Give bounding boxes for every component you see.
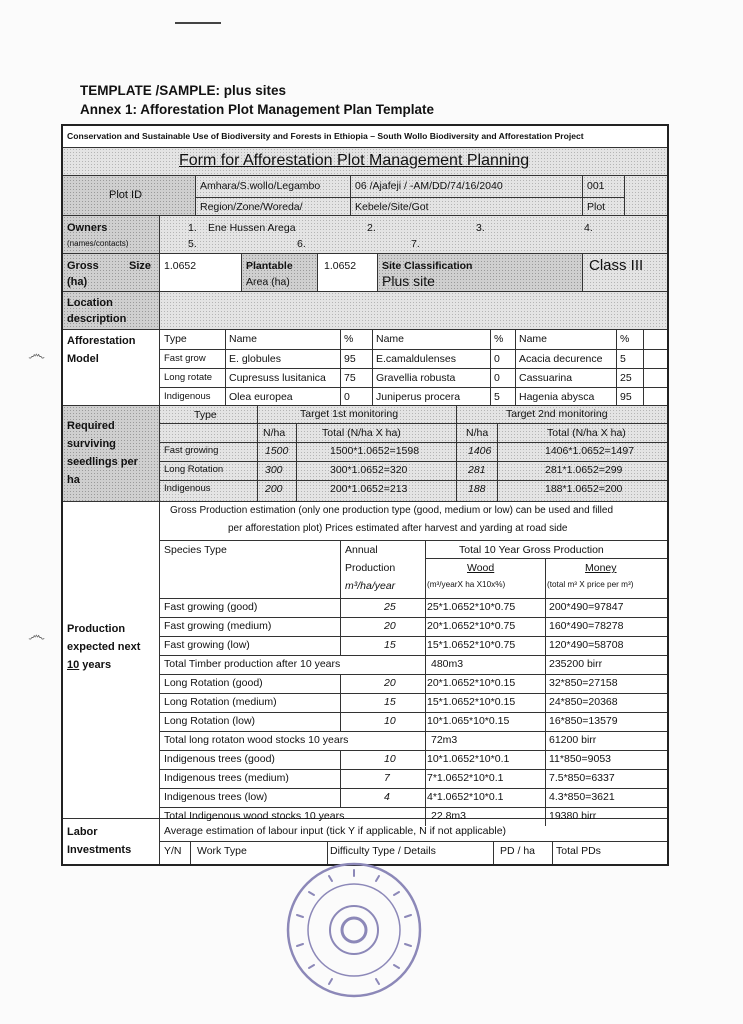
labor-yn-header: Y/N [164, 845, 182, 857]
plot-id-label: Plot ID [109, 189, 143, 201]
owners-label-cell [63, 216, 160, 253]
money-header: Money [585, 562, 617, 574]
total-10-year-header: Total 10 Year Gross Production [459, 544, 604, 556]
species-percent: 25 [620, 372, 632, 384]
total-production: Total Timber production after 10 years [164, 658, 341, 670]
model-label: Model [67, 353, 99, 365]
project-title: Conservation and Sustainable Use of Biodiversity and Forests in Ethiopia – South Wollo Biodiversity and Afforestation Project [67, 131, 584, 141]
target-2-total: 188*1.0652=200 [545, 483, 623, 495]
species-name: Hagenia abysca [519, 391, 595, 403]
site-class-cell [378, 254, 583, 291]
production-label-cell [63, 502, 160, 818]
afforestation-label-cell [63, 330, 160, 405]
seedling-type: Indigenous [164, 483, 211, 494]
production-species: Long Rotation (good) [164, 677, 263, 689]
production-note-1: Gross Production estimation (only one production type (good, medium or low) can be used and filled [170, 505, 614, 516]
wood-estimate: 10*1.0652*10*0.1 [427, 753, 510, 765]
annual-production: 20 [384, 620, 396, 632]
afforestation-label: Afforestation [67, 335, 136, 347]
species-percent: 0 [344, 391, 350, 403]
owner-num-3: 3. [476, 222, 485, 234]
total-header-2: Total (N/ha X ha) [547, 427, 626, 439]
plantable-label-2: Area (ha) [246, 276, 290, 288]
total-money: 61200 birr [549, 734, 597, 746]
annual-production: 15 [384, 639, 396, 651]
production-species: Fast growing (low) [164, 639, 250, 651]
labor-total-pds-header: Total PDs [556, 845, 601, 857]
annual-header: Production [345, 562, 396, 574]
species-percent: 95 [620, 391, 632, 403]
gross-size-cell [160, 254, 242, 291]
target-2-header: Target 2nd monitoring [506, 408, 608, 420]
species-name: Acacia decurence [519, 353, 603, 365]
wood-estimate: 10*1.065*10*0.15 [427, 715, 510, 727]
kebele-value: 06 /Ajafeji / -AM/DD/74/16/2040 [355, 180, 503, 192]
money-estimate: 160*490=78278 [549, 620, 624, 632]
target-2-nha: 1406 [468, 445, 492, 457]
wood-estimate: 15*1.0652*10*0.15 [427, 696, 516, 708]
plantable-value: 1.0652 [324, 260, 357, 272]
afforestation-model-table [160, 330, 667, 406]
owner-num-5: 5. [188, 238, 197, 250]
seedling-type: Fast growing [164, 445, 219, 456]
seedlings-table [160, 406, 667, 502]
nha-header-2: N/ha [466, 427, 489, 439]
production-note-2: per afforestation plot) Prices estimated after harvest and yarding at road side [228, 523, 568, 534]
annual-production: 4 [384, 791, 390, 803]
gross-size-label-cell [63, 254, 160, 291]
species-name: Cassuarina [519, 372, 573, 384]
plot-id-row [63, 176, 667, 216]
region-cell [196, 176, 351, 215]
col-pct-header: % [344, 333, 354, 345]
owner-num-2: 2. [367, 222, 376, 234]
species-type-header: Species Type [164, 544, 227, 556]
target-2-total: 281*1.0652=299 [545, 464, 623, 476]
labor-row [63, 819, 667, 864]
afforestation-row [63, 330, 667, 406]
target-1-nha: 200 [265, 483, 283, 495]
model-type: Fast grow [164, 353, 206, 364]
total-wood: 22.8m3 [431, 810, 467, 822]
total-money: 235200 birr [549, 658, 603, 670]
wood-estimate: 15*1.0652*10*0.75 [427, 639, 516, 651]
species-name: E. globules [229, 353, 281, 365]
plot-number-cell [583, 176, 625, 215]
target-1-nha: 300 [265, 464, 283, 476]
total-money: 19380 birr [549, 810, 597, 822]
owner-num-6: 6. [297, 238, 306, 250]
project-row [63, 126, 667, 148]
production-species: Fast growing (medium) [164, 620, 272, 632]
wood-estimate: 7*1.0652*10*0.1 [427, 772, 504, 784]
investments-label: Investments [67, 844, 132, 856]
production-species: Indigenous trees (medium) [164, 772, 289, 784]
total-production: Total Indigenous wood stocks 10 years [164, 810, 345, 822]
production-species: Long Rotation (low) [164, 715, 256, 727]
fingerprint-mark: ෴ [28, 344, 46, 364]
site-class-value: Plus site [382, 273, 435, 289]
money-formula-header: (total m³ X price per m³) [547, 580, 634, 589]
annual-production: 7 [384, 772, 390, 784]
kebele-caption: Kebele/Site/Got [355, 201, 429, 213]
money-estimate: 200*490=97847 [549, 601, 624, 613]
total-wood: 72m3 [431, 734, 458, 746]
seedling-type-header: Type [194, 409, 217, 421]
gross-label: Gross [67, 260, 99, 272]
labor-table [160, 819, 667, 864]
species-name: Gravellia robusta [376, 372, 456, 384]
species-percent: 0 [494, 353, 500, 365]
species-percent: 5 [620, 353, 626, 365]
nha-header-1: N/ha [263, 427, 286, 439]
money-estimate: 7.5*850=6337 [549, 772, 615, 784]
target-1-total: 300*1.0652=320 [330, 464, 408, 476]
wood-formula-header: (m³/yearX ha X10x%) [427, 580, 506, 589]
production-label-1: Production [67, 623, 126, 635]
total-production: Total long rotaton wood stocks 10 years [164, 734, 349, 746]
owners-label: Owners [67, 222, 108, 234]
plot-id-label-cell [63, 176, 196, 215]
official-stamp [283, 860, 425, 1000]
production-species: Indigenous trees (good) [164, 753, 275, 765]
annual-header: m³/ha/year [345, 580, 396, 592]
labor-pd-ha-header: PD / ha [500, 845, 536, 857]
location-row [63, 292, 667, 330]
plot-caption: Plot [587, 201, 606, 213]
seedlings-label-cell [63, 406, 160, 501]
owner-1-name: Ene Hussen Arega [208, 222, 296, 234]
production-species: Long Rotation (medium) [164, 696, 277, 708]
target-1-total: 200*1.0652=213 [330, 483, 408, 495]
size-label: Size [129, 260, 152, 272]
owners-list-cell [160, 216, 667, 253]
seedlings-label-4: ha [67, 474, 80, 486]
species-name: Juniperus procera [376, 391, 461, 403]
class-cell [583, 254, 667, 291]
species-name: E.camaldulenses [376, 353, 456, 365]
col-pct-header: % [494, 333, 504, 345]
labor-note: Average estimation of labour input (tick Y if applicable, N if not applicable) [164, 825, 507, 837]
species-name: Cupresuss lusitanica [229, 372, 326, 384]
owners-row [63, 216, 667, 254]
plot-value: 001 [587, 180, 605, 192]
money-estimate: 4.3*850=3621 [549, 791, 615, 803]
annual-production: 25 [384, 601, 396, 613]
production-label-3: 10 years [67, 659, 112, 671]
seedlings-row [63, 406, 667, 502]
production-label-2: expected next [67, 641, 141, 653]
species-percent: 95 [344, 353, 356, 365]
money-estimate: 120*490=58708 [549, 639, 624, 651]
money-estimate: 32*850=27158 [549, 677, 618, 689]
production-row [63, 502, 667, 822]
seedlings-label-1: Required [67, 420, 115, 432]
total-wood: 480m3 [431, 658, 464, 670]
owners-sublabel: (names/contacts) [67, 239, 129, 248]
model-type: Long rotate [164, 372, 213, 383]
location-label-cell [63, 292, 160, 329]
money-estimate: 16*850=13579 [549, 715, 618, 727]
target-2-nha: 188 [468, 483, 486, 495]
seedling-type: Long Rotation [164, 464, 224, 475]
labor-label-cell [63, 819, 160, 864]
annual-production: 10 [384, 753, 396, 765]
form-title-row [63, 148, 667, 176]
plantable-label-cell [242, 254, 318, 291]
ha-label: (ha) [67, 276, 88, 288]
wood-header: Wood [467, 562, 495, 574]
plantable-label: Plantable [246, 260, 293, 272]
money-estimate: 11*850=9053 [549, 753, 611, 765]
management-plan-form [61, 124, 669, 866]
model-type: Indigenous [164, 391, 211, 402]
annual-production: 10 [384, 715, 396, 727]
annual-production: 15 [384, 696, 396, 708]
wood-estimate: 25*1.0652*10*0.75 [427, 601, 516, 613]
labor-work-type-header: Work Type [197, 845, 247, 857]
location-label: Location [67, 297, 113, 309]
site-class-label: Site Classification [382, 260, 473, 272]
annual-header: Annual [345, 544, 378, 556]
col-name-header: Name [229, 333, 258, 345]
species-name: Olea europea [229, 391, 293, 403]
col-name-header: Name [376, 333, 405, 345]
species-percent: 0 [494, 372, 500, 384]
target-2-nha: 281 [468, 464, 486, 476]
labor-difficulty-header: Difficulty Type / Details [330, 845, 436, 857]
col-pct-header: % [620, 333, 630, 345]
location-label-2: description [67, 313, 127, 325]
location-description-cell [160, 292, 667, 329]
target-1-total: 1500*1.0652=1598 [330, 445, 420, 457]
annex-heading: Annex 1: Afforestation Plot Management Plan Template [80, 102, 435, 117]
form-title: Form for Afforestation Plot Management Planning [179, 152, 530, 169]
wood-estimate: 20*1.0652*10*0.15 [427, 677, 516, 689]
owner-num-1: 1. [188, 222, 197, 234]
annual-production: 20 [384, 677, 396, 689]
target-1-nha: 1500 [265, 445, 289, 457]
production-species: Fast growing (good) [164, 601, 258, 613]
fingerprint-mark: ෴ [28, 625, 46, 645]
money-estimate: 24*850=20368 [549, 696, 618, 708]
target-1-header: Target 1st monitoring [300, 408, 399, 420]
region-caption: Region/Zone/Woreda/ [200, 201, 303, 213]
owner-num-4: 4. [584, 222, 593, 234]
owner-num-7: 7. [411, 238, 420, 250]
gross-size-row [63, 254, 667, 292]
template-heading: TEMPLATE /SAMPLE: plus sites [80, 83, 287, 98]
col-name-header: Name [519, 333, 548, 345]
region-value: Amhara/S.wollo/Legambo [200, 180, 321, 192]
kebele-cell [351, 176, 583, 215]
wood-estimate: 20*1.0652*10*0.75 [427, 620, 516, 632]
labor-label: Labor [67, 826, 98, 838]
scan-mark [175, 22, 221, 24]
total-header-1: Total (N/ha X ha) [322, 427, 401, 439]
plantable-value-cell [318, 254, 378, 291]
gross-size-value: 1.0652 [164, 260, 197, 272]
wood-estimate: 4*1.0652*10*0.1 [427, 791, 504, 803]
species-percent: 75 [344, 372, 356, 384]
seedlings-label-2: surviving [67, 438, 116, 450]
production-species: Indigenous trees (low) [164, 791, 268, 803]
class-value: Class III [589, 257, 644, 274]
species-percent: 5 [494, 391, 500, 403]
target-2-total: 1406*1.0652=1497 [545, 445, 635, 457]
col-type-header: Type [164, 333, 187, 345]
production-table [160, 502, 667, 822]
seedlings-label-3: seedlings per [67, 456, 138, 468]
